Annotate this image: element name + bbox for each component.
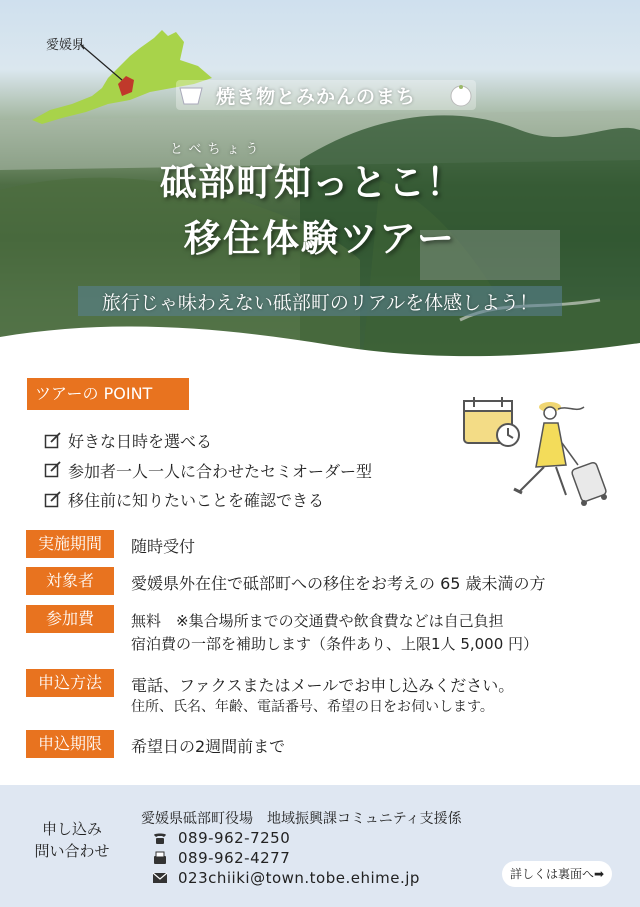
office-name: 愛媛県砥部町役場 地域振興課コミュニティ支援係 [141,811,462,827]
point-text: 移住前に知りたいことを確認できる [68,491,325,511]
fax-number: 089-962-4277 [178,849,291,867]
email-row [152,869,420,887]
list-item [44,456,372,486]
checkbox-edit-icon [44,491,62,509]
fee-label: 参加費 [26,605,114,633]
phone-number[interactable]: 089-962-7250 [178,829,291,847]
deadline-label: 申込期限 [26,730,114,758]
fax-row [152,849,290,867]
target-label: 対象者 [26,567,114,595]
pottery-icon [176,84,206,106]
subtitle: 旅行じゃ味わえない砥部町のリアルを体感しよう！ [101,292,539,314]
point-text: 参加者一人一人に合わせたセミオーダー型 [68,461,373,481]
title-ruby: とべちょう [170,142,265,157]
phone-row [152,829,290,847]
contact-label-line2: 問い合わせ [34,842,110,860]
phone-icon [152,831,168,845]
mail-icon [152,871,168,885]
email-address[interactable]: 023chiiki@town.tobe.ehime.jp [178,869,420,887]
page-title-line1: 砥部町知っとこ！ [160,161,464,204]
method-label: 申込方法 [26,669,114,697]
point-text: 好きな日時を選べる [68,432,213,452]
traveler-illustration [500,395,618,511]
list-item [44,426,372,456]
checkbox-edit-icon [44,461,62,479]
fee-value: 無料 ※集合場所までの交通費や飲食費などは自己負担 [131,612,504,630]
target-value: 愛媛県外在住で砥部町への移住をお考えの 65 歳未満の方 [131,574,546,593]
page-title-line2: 移住体験ツアー [184,217,456,260]
point-heading: ツアーの POINT [27,378,189,410]
prefecture-label: 愛媛県 [46,38,86,53]
contact-label [22,818,122,862]
deadline-value: 希望日の2週間前まで [131,737,286,756]
list-item [44,485,372,515]
contact-label-line1: 申し込み [41,820,102,838]
fax-icon [152,851,168,865]
wave-divider [0,315,640,385]
period-value: 随時受付 [131,537,196,556]
fee-note: 宿泊費の一部を補助します（条件あり、上限1人 5,000 円） [131,635,539,653]
slogan: 焼き物とみかんのまち [216,86,417,108]
method-value: 電話、ファクスまたはメールでお申し込みください。 [131,676,515,695]
mikan-icon [448,82,474,108]
method-note: 住所、氏名、年齢、電話番号、希望の日をお伺いします。 [131,699,494,715]
see-back-button[interactable]: 詳しくは裏面へ➡ [502,861,612,887]
checkbox-edit-icon [44,432,62,450]
period-label: 実施期間 [26,530,114,558]
point-list [44,426,372,515]
